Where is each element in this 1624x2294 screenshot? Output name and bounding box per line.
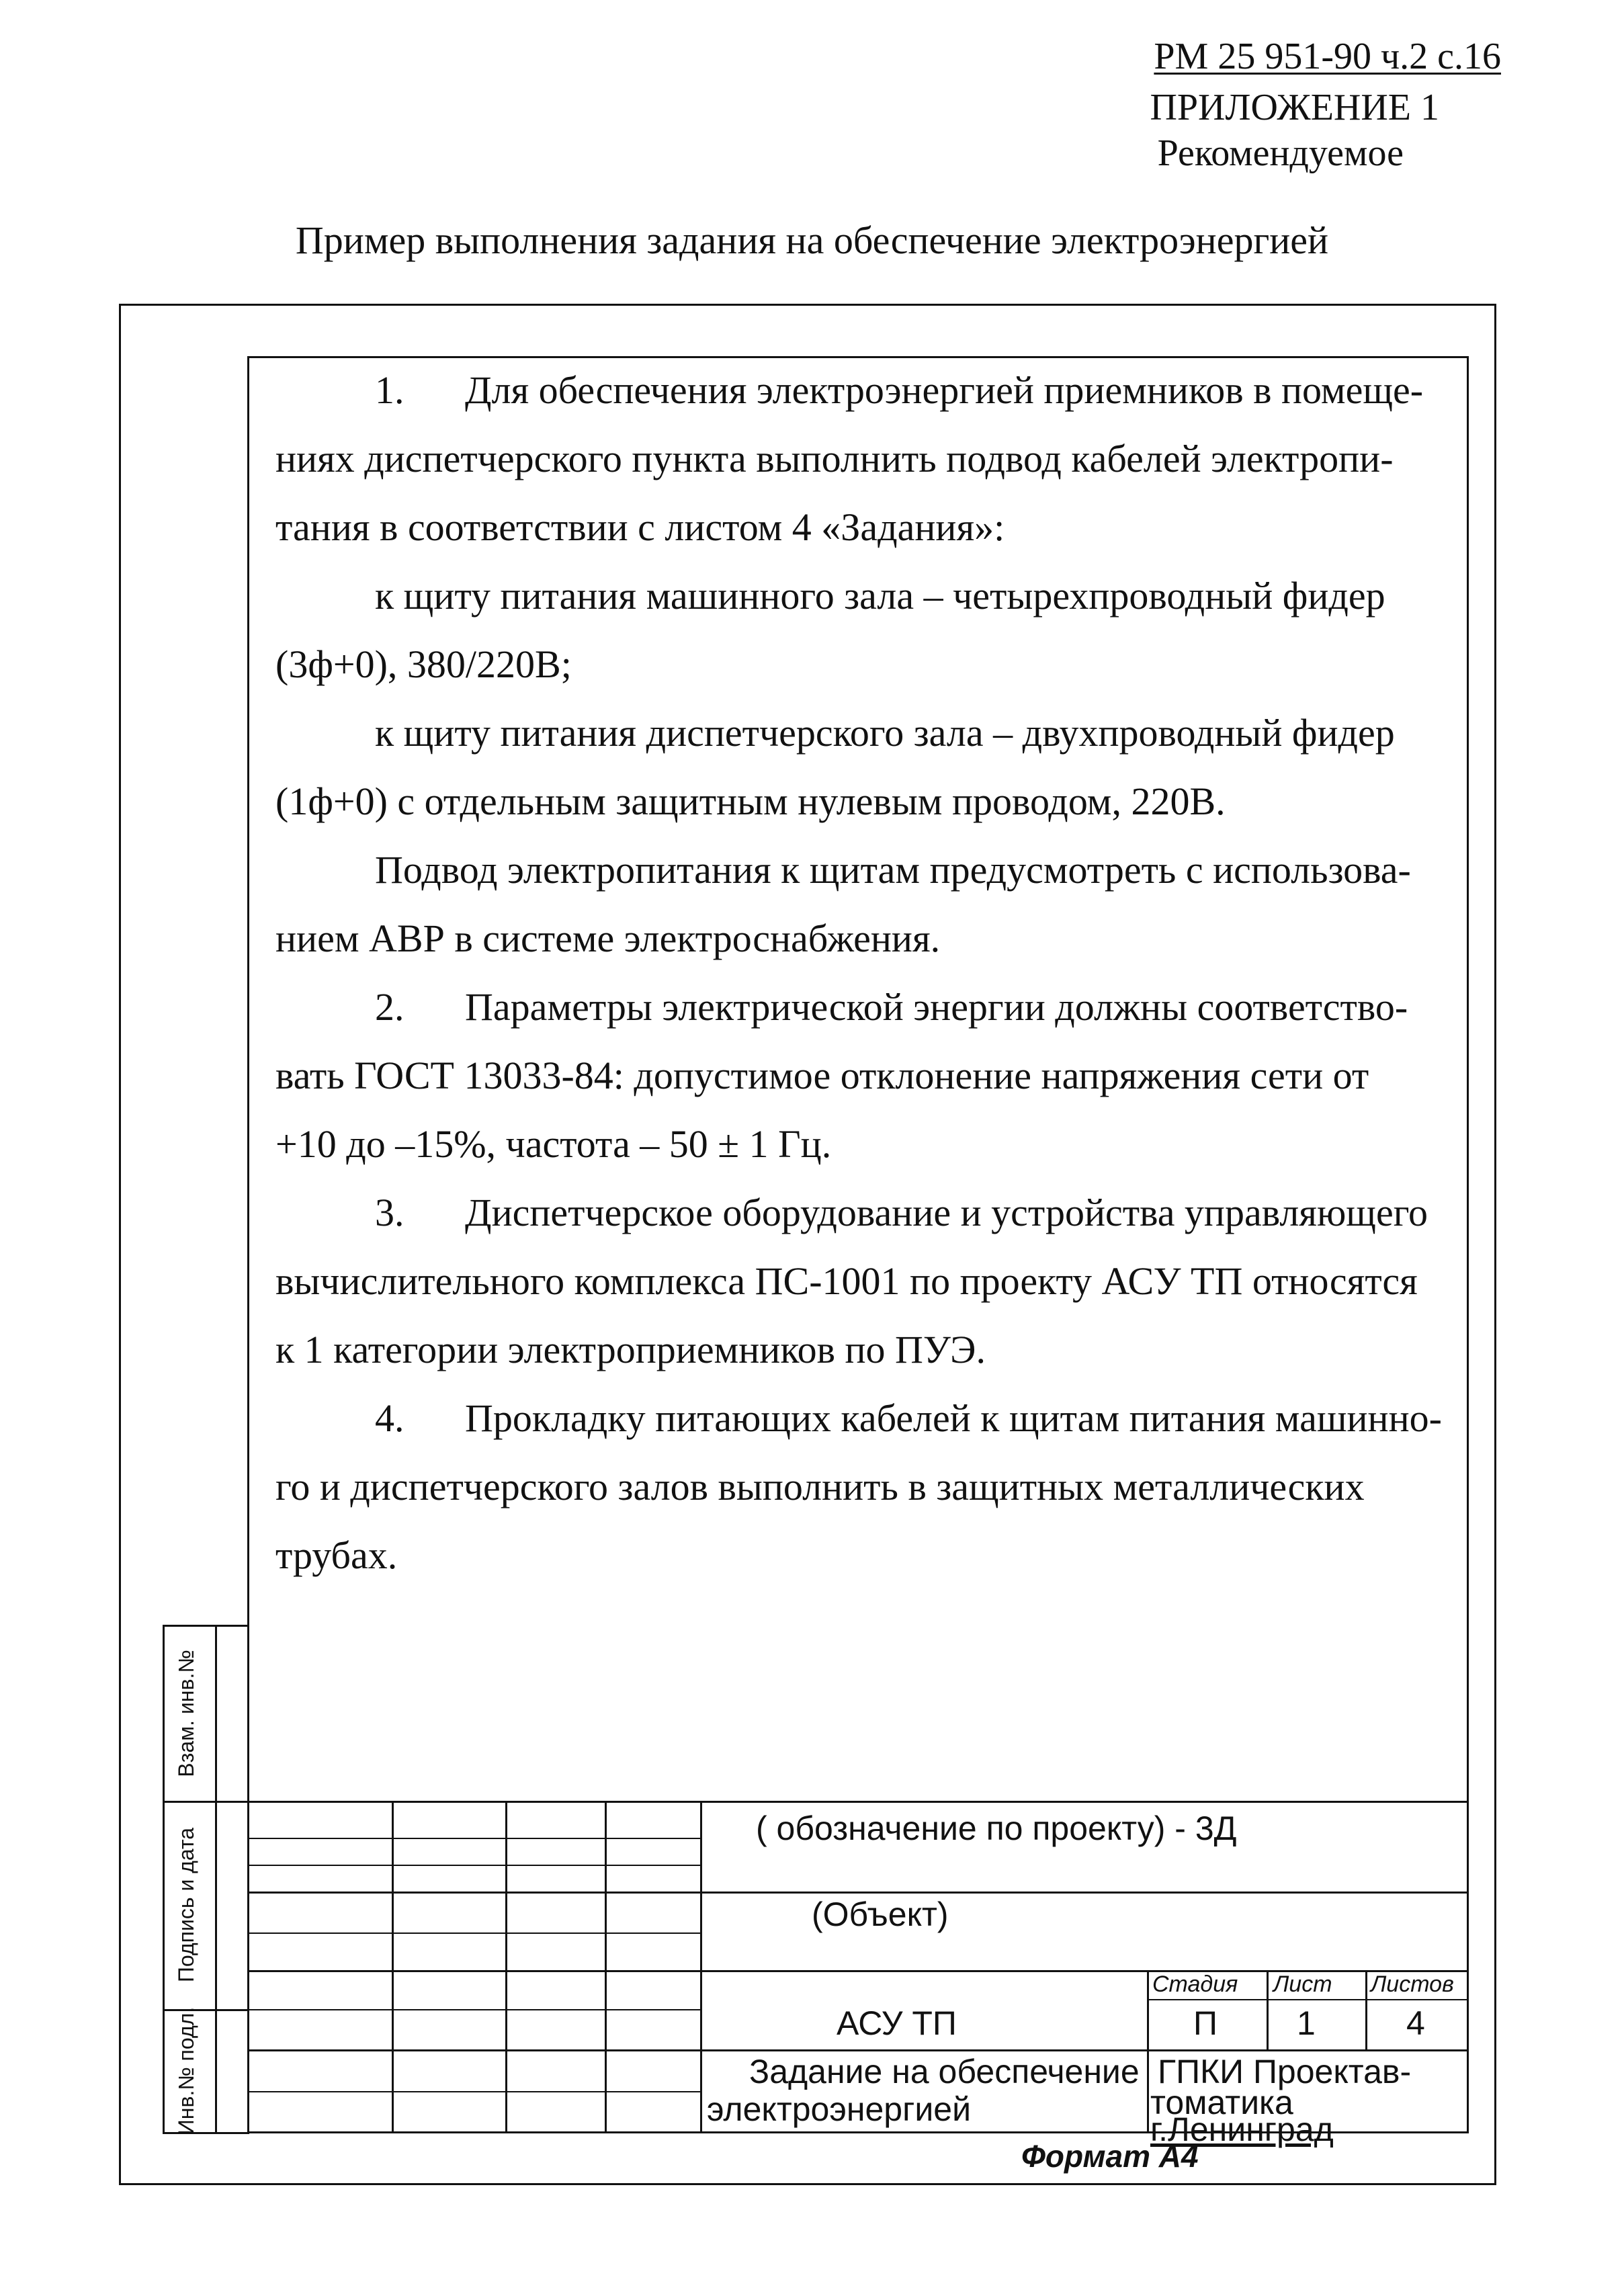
sheets-value: 4: [1406, 2004, 1425, 2042]
col-sheets-left: [1365, 1970, 1367, 2051]
document-name-line-1: Задание на обеспечение: [749, 2053, 1140, 2090]
grid-col-3: [605, 1801, 607, 2133]
grid-row-5: [247, 1970, 702, 1972]
paragraph-2-line-3: +10 до –15%, частота – 50 ± 1 Гц.: [275, 1122, 832, 1166]
stage-header-divider: [1147, 1999, 1469, 2000]
text-line: Прокладку питающих кабелей к щитам питания машинно-: [465, 1396, 1442, 1440]
grid-col-2: [505, 1801, 507, 2133]
paragraph-number: 2.: [375, 985, 404, 1029]
sheet-header: Лист: [1273, 1971, 1332, 1997]
paragraph-1a-line-1: к щиту питания машинного зала – четырехпроводный фидер: [375, 574, 1385, 618]
document-body: [275, 356, 1458, 1590]
system-text: АСУ ТП: [837, 2004, 957, 2042]
organization-city: г.Ленинград: [1150, 2111, 1334, 2148]
sheets-header: Листов: [1371, 1971, 1454, 1997]
strip-left-border: [163, 1625, 165, 2133]
grid-row-6: [247, 2009, 700, 2010]
grid-col-1: [392, 1801, 394, 2133]
grid-col-4: [700, 1801, 702, 2133]
text-line: Диспетчерское оборудование и устройства управляющего: [465, 1191, 1428, 1234]
strip-divider: [215, 1625, 217, 2133]
col-stage-left: [1147, 1970, 1149, 2133]
titleblock-row-system: [700, 1970, 1469, 1972]
text-line: Параметры электрической энергии должны соответство-: [465, 985, 1408, 1029]
paragraph-1c-line-2: нием АВР в системе электроснабжения.: [275, 917, 941, 960]
grid-row-7: [247, 2049, 702, 2051]
appendix-status: Рекомендуемое: [1157, 132, 1404, 174]
paragraph-4-line-2: го и диспетчерского залов выполнить в защитных металлических: [275, 1465, 1365, 1509]
designation-text: ( обозначение по проекту) - 3Д: [756, 1810, 1237, 1847]
paragraph-1-line-1: [275, 356, 1458, 425]
paragraph-1b-line-2: (1ф+0) с отдельным защитным нулевым проводом, 220В.: [275, 779, 1226, 823]
stage-value: П: [1193, 2004, 1217, 2042]
paragraph-2-line-1: [275, 973, 1458, 1042]
grid-row-3: [247, 1892, 702, 1894]
grid-row-2: [247, 1865, 700, 1866]
label-vzam-inv: Взам. инв.№: [174, 1650, 198, 1777]
paragraph-3-line-2: вычислительного комплекса ПС-1001 по проекту АСУ ТП относятся: [275, 1259, 1418, 1303]
label-inv-podl: Инв.№ подл.: [174, 2006, 198, 2135]
paragraph-1c-line-1: Подвод электропитания к щитам предусмотреть с использова-: [375, 848, 1411, 892]
paragraph-3-line-1: [275, 1179, 1458, 1247]
titleblock-row-docname: [700, 2049, 1469, 2051]
paragraph-1a-line-2: (3ф+0), 380/220В;: [275, 642, 572, 686]
sheet-value: 1: [1297, 2004, 1316, 2042]
format-label: Формат А4: [1021, 2139, 1199, 2174]
paragraph-1b-line-1: к щиту питания диспетчерского зала – двухпроводный фидер: [375, 711, 1395, 755]
document-name-line-2: электроэнергией: [707, 2090, 971, 2128]
organization-line-1: ГПКИ Проектав-: [1158, 2053, 1412, 2090]
organization-line-2: томатика: [1150, 2084, 1293, 2121]
paragraph-2-line-2: вать ГОСТ 13033-84: допустимое отклонение напряжения сети от: [275, 1054, 1369, 1097]
page-title: Пример выполнения задания на обеспечение электроэнергией: [295, 218, 1329, 262]
paragraph-3-line-3: к 1 категории электроприемников по ПУЭ.: [275, 1328, 986, 1371]
paragraph-4-line-1: [275, 1384, 1458, 1453]
paragraph-1-line-2: ниях диспетчерского пункта выполнить подвод кабелей электропи-: [275, 437, 1394, 480]
object-text: (Объект): [812, 1896, 949, 1933]
paragraph-number: 1.: [375, 368, 404, 412]
document-code: РМ 25 951-90 ч.2 с.16: [1154, 36, 1501, 77]
text-line: Для обеспечения электроэнергией приемников в помеще-: [465, 368, 1424, 412]
paragraph-4-line-3: трубах.: [275, 1533, 398, 1577]
stage-header: Стадия: [1152, 1971, 1238, 1997]
paragraph-number: 4.: [375, 1396, 404, 1440]
col-sheet-left: [1267, 1970, 1269, 2051]
titleblock-top: [247, 1801, 1469, 1803]
appendix-label: ПРИЛОЖЕНИЕ 1: [1150, 87, 1439, 128]
grid-row-8: [247, 2091, 700, 2092]
paragraph-1-line-3: тания в соответствии с листом 4 «Задания»:: [275, 505, 1005, 549]
titleblock-row-object: [700, 1892, 1469, 1894]
grid-row-4: [247, 1932, 700, 1934]
label-signature-date: Подпись и дата: [174, 1827, 198, 1983]
grid-row-1: [247, 1838, 700, 1839]
paragraph-number: 3.: [375, 1191, 404, 1234]
